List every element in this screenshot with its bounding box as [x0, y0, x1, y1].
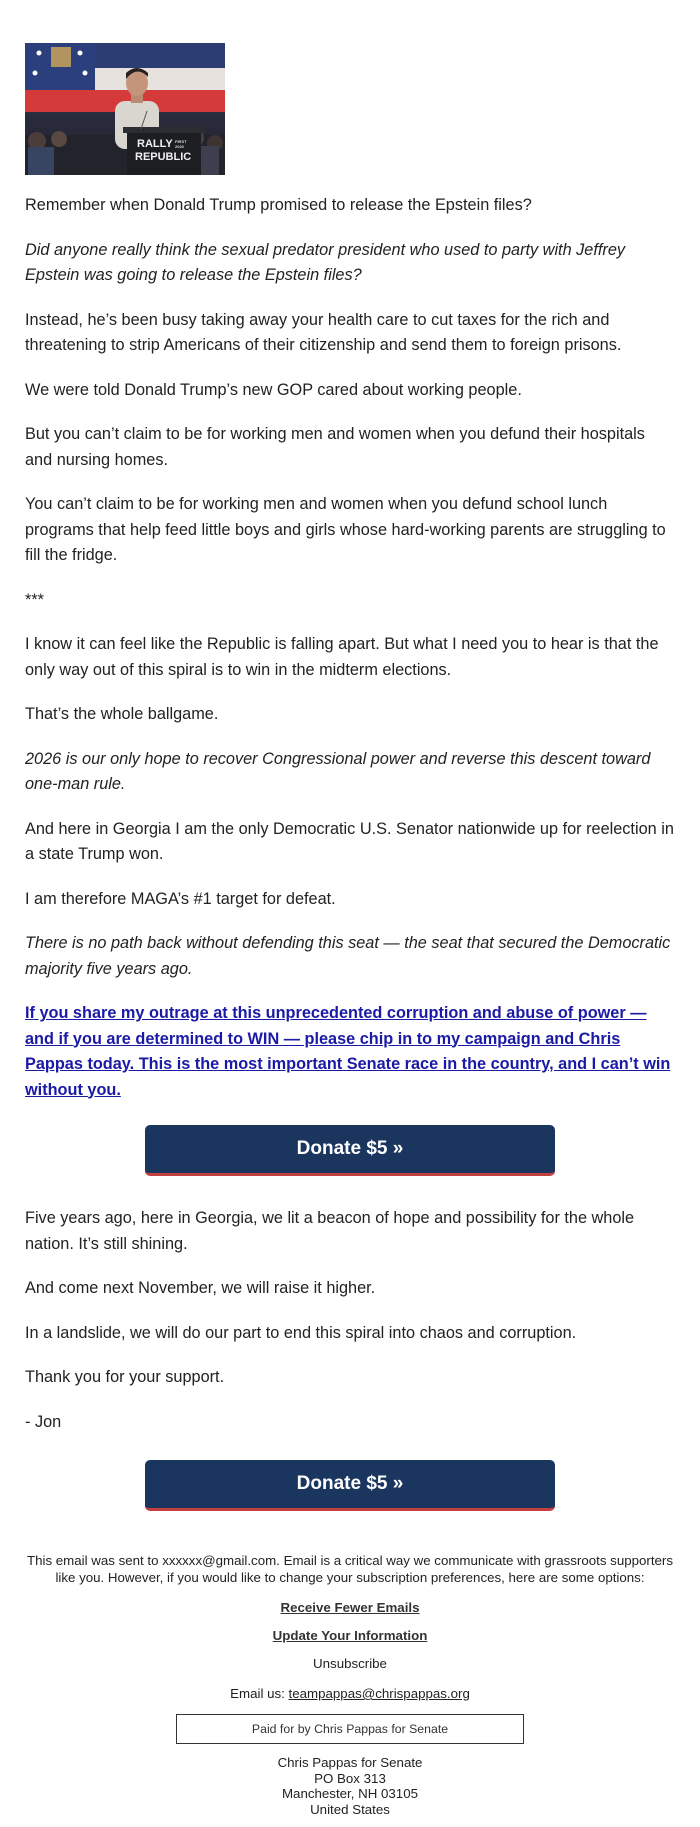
email-content: [25, 43, 675, 1818]
paragraph: Five years ago, here in Georgia, we lit a beacon of hope and possibility for the whole nation. It’s still shining.: [25, 1209, 635, 1253]
paragraph: And here in Georgia I am the only Democratic U.S. Senator nationwide up for reelection in a state Trump won.: [25, 819, 674, 863]
paragraph: Did anyone really think the sexual predator president who used to party with Jeffrey Epstein was going to release the Epstein files?: [25, 240, 626, 284]
paragraph: Remember when Donald Trump promised to release the Epstein files?: [25, 196, 532, 214]
donate-button[interactable]: Donate $5 »: [145, 1460, 555, 1511]
paragraph: I know it can feel like the Republic is falling apart. But what I need you to hear is that the only way out of this spiral is to win in the midterm elections.: [25, 635, 659, 679]
paragraph: Thank you for your support.: [25, 1368, 225, 1386]
address-line: United States: [310, 1802, 390, 1818]
paragraph: And come next November, we will raise it higher.: [25, 1279, 376, 1297]
paragraph: In a landslide, we will do our part to end this spiral into chaos and corruption.: [25, 1323, 577, 1342]
email-us-address-link[interactable]: teampappas@chrispappas.org: [288, 1686, 470, 1701]
paragraph: I am therefore MAGA’s #1 target for defeat.: [25, 889, 336, 908]
address-line: Chris Pappas for Senate: [277, 1755, 423, 1770]
update-information-link[interactable]: Update Your Information: [272, 1628, 428, 1643]
paragraph: But you can’t claim to be for working men and women when you defund their hospitals and nursing homes.: [25, 425, 645, 469]
donate-button-row-2: [25, 1460, 675, 1511]
podium-small-text-2: 2026: [175, 144, 184, 149]
donate-button[interactable]: Donate $5 »: [145, 1125, 555, 1176]
cta-paragraph: [25, 1001, 675, 1103]
paragraph: You can’t claim to be for working men and women when you defund school lunch programs that help feed little boys and girls whose hard-working parents are struggling to fill the fridge.: [25, 495, 666, 564]
unsubscribe-link[interactable]: Unsubscribe: [313, 1656, 387, 1671]
address-line: PO Box 313: [314, 1770, 386, 1786]
closing-paragraphs: [25, 1206, 675, 1435]
body-paragraphs: [25, 193, 675, 982]
email-us-line: [25, 1686, 675, 1702]
hero-photo: [25, 43, 225, 175]
footer-intro: This email was sent to xxxxxx@gmail.com. Email is a critical way we communicate with grassroots supporters like you. However, if you would like to change your subscription preferences, here are some options:: [26, 1553, 674, 1585]
paragraph: 2026 is our only hope to recover Congressional power and reverse this descent toward one-man rule.: [25, 749, 651, 793]
podium-small-text-1: FIRST: [175, 139, 187, 144]
address-line: Manchester, NH 03105: [281, 1786, 418, 1802]
paragraph: That’s the whole ballgame.: [25, 705, 219, 723]
section-divider: ***: [25, 590, 45, 609]
paragraph: We were told Donald Trump’s new GOP cared about working people.: [25, 380, 522, 399]
paragraph: Instead, he’s been busy taking away your health care to cut taxes for the rich and threatening to strip Americans of their citizenship and send them to foreign prisons.: [25, 310, 622, 354]
signature: - Jon: [25, 1412, 62, 1431]
podium-text-line1: RALLY: [137, 138, 173, 150]
email-us-label: Email us:: [230, 1686, 285, 1701]
paragraph: There is no path back without defending this seat — the seat that secured the Democratic majority five years ago.: [25, 934, 671, 978]
paid-for-box: Paid for by Chris Pappas for Senate: [176, 1714, 524, 1744]
podium-text-line2: REPUBLIC: [135, 151, 192, 163]
receive-fewer-emails-link[interactable]: Receive Fewer Emails: [280, 1600, 420, 1615]
mailing-address: [25, 1755, 675, 1818]
donate-button-row-1: [25, 1125, 675, 1176]
email-footer: [25, 1553, 675, 1818]
donate-cta-link[interactable]: If you share my outrage at this unprecedented corruption and abuse of power — and if you are determined to WIN — please chip in to my campaign and Chris Pappas today. This is the most important Senate race in the country, and I can’t win without you.: [25, 1004, 671, 1099]
